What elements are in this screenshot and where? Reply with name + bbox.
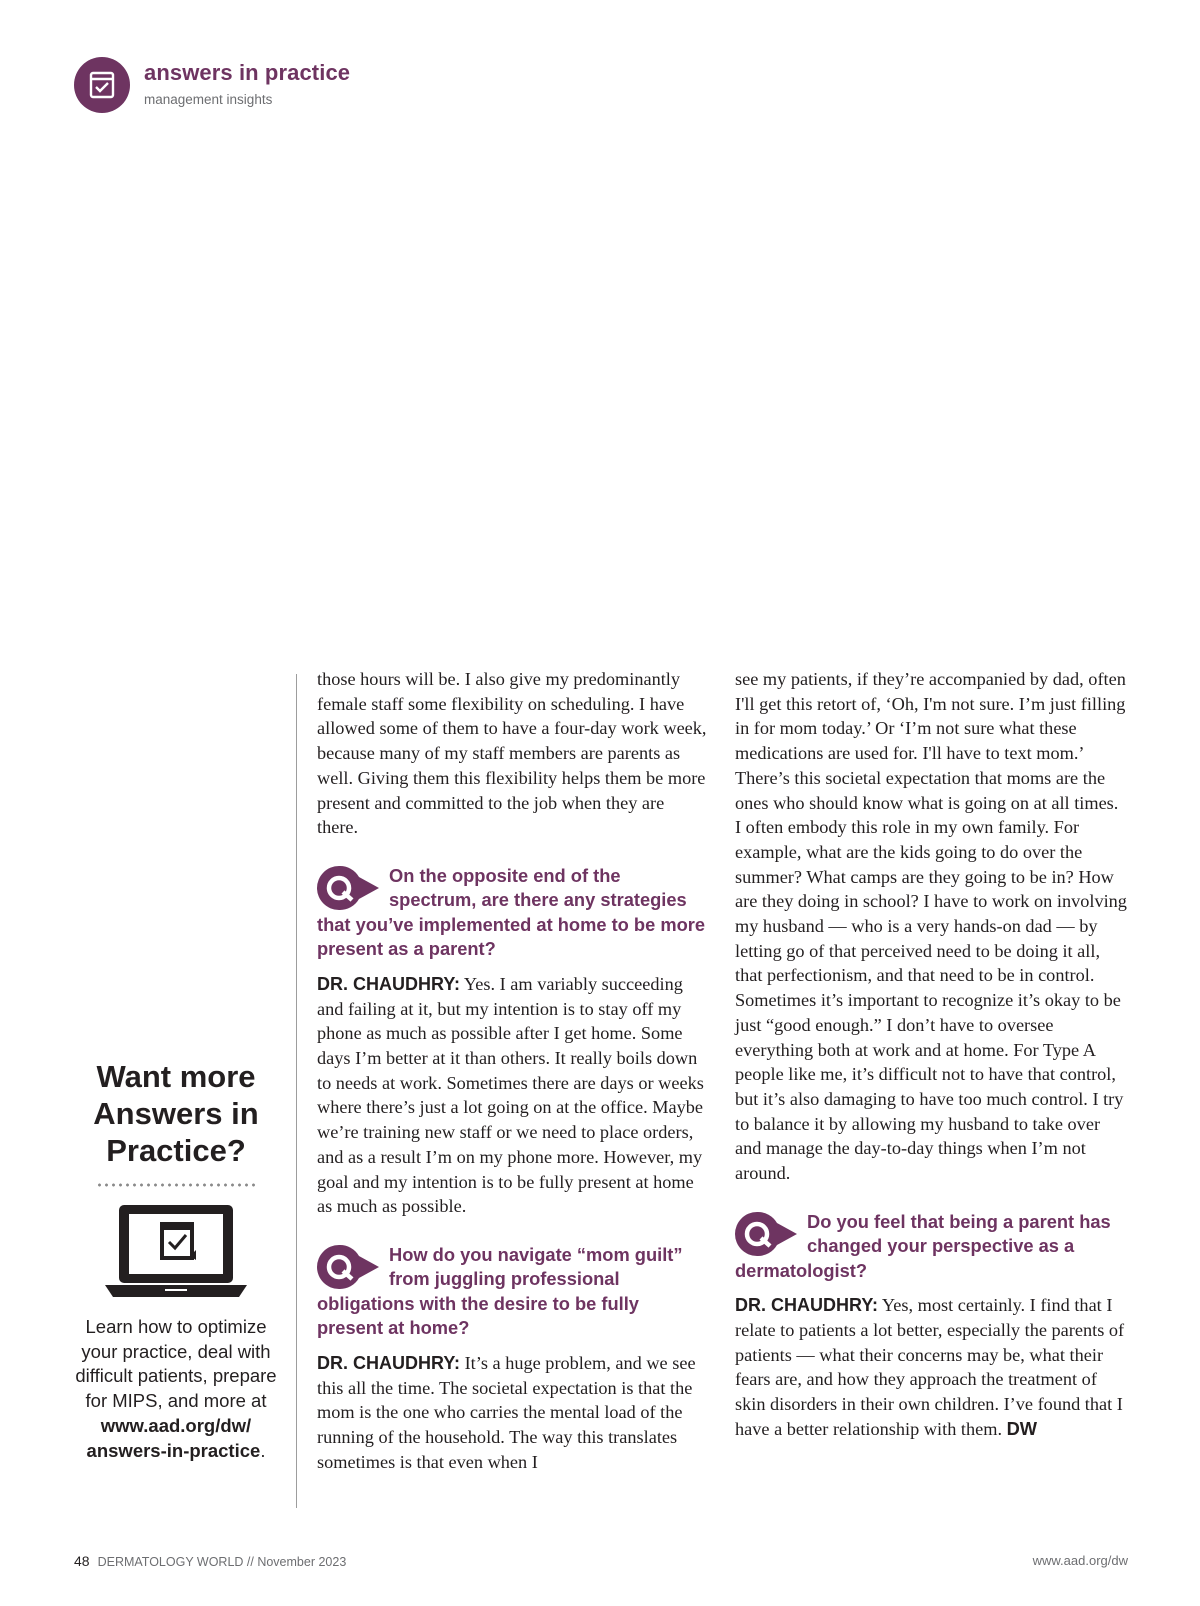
sidebar-text: Learn how to optimize your practice, deal with difficult patients, prepare for MIPS, and more at <box>75 1316 277 1412</box>
answer-text: Yes. I am variably succeeding and failing at it, but my intention is to stay off my phone as much as possible after I get home. Some days I’m better at it than others. It really boils down to needs at work. Sometimes there are days or weeks where there’s just a lot going on at the office. Maybe we’re training new staff or we need to place orders, and as a result I’m on my phone more. However, my goal and my intention is to be fully present at home as much as possible. <box>317 973 704 1217</box>
q-badge-icon <box>315 864 385 912</box>
answer-text: Yes, most certainly. I find that I relate to patients a lot better, especially the parents of patients — what their concerns may be, what their fears are, and how they approach the treatment of skin disorders in their own children. I’ve found that I have a better relationship with them. <box>735 1295 1125 1439</box>
sidebar-period: . <box>260 1439 266 1461</box>
publication-info: DERMATOLOGY WORLD // November 2023 <box>97 1555 347 1569</box>
sidebar-heading: Want more Answers in Practice? <box>93 1059 259 1168</box>
answer-3 <box>735 1293 1127 1441</box>
footer-url[interactable]: www.aad.org/dw <box>1032 1553 1128 1568</box>
paragraph-continued: see my patients, if they’re accompanied by dad, often I'll get this retort of, ‘Oh, I'm not sure. I’m just filling in for mom today.’ Or ‘I’m not sure what these medications are used for. I'll have to text mom.’ There’s this societal expectation that moms are the ones who should know what is going on at all times. I often embody this role in my own family. For example, what are the kids going to do over the summer? What camps are they going to be in? How are they doing in school? I have to work on involving my husband — who is a very hands-on dad — by letting go of that perceived need to be doing it all, that perfectionism, and that need to be in control. Sometimes it’s important to recognize it’s okay to be just “good enough.” I don’t have to oversee everything both at work and at home. For Type A people like me, it’s difficult not to have that control, but it’s also damaging to have too much control. I try to balance it by allowing my husband to take over and manage the day-to-day things when I’m not around. <box>735 669 1127 1184</box>
answer-text: It’s a huge problem, and we see this all the time. The societal expectation is that the mom is the one who carries the mental load of the running of the household. The way this translates sometimes is that even when I <box>317 1352 696 1472</box>
paragraph-intro: those hours will be. I also give my predominantly female staff some flexibility on scheduling. I have allowed some of them to have a four-day work week, because many of my staff members are parents as well. Giving them this flexibility helps them be more present and committed to the job when they are there. <box>317 669 707 838</box>
footer-left <box>74 1553 346 1569</box>
end-mark: DW <box>1006 1417 1038 1439</box>
question-3 <box>735 1210 1127 1284</box>
article-column-1 <box>317 667 709 1474</box>
answers-in-practice-link[interactable]: www.aad.org/dw/ answers-in-practice <box>86 1414 261 1461</box>
laptop-checklist-icon <box>103 1201 249 1301</box>
q-badge-icon <box>733 1210 803 1258</box>
section-subtitle: management insights <box>144 92 273 107</box>
section-badge <box>74 57 130 113</box>
page-number: 48 <box>74 1553 90 1569</box>
speaker-label: DR. CHAUDHRY: <box>317 1352 460 1373</box>
dotted-divider <box>96 1183 256 1187</box>
question-1 <box>317 864 709 962</box>
column-divider <box>296 674 297 1508</box>
answer-2 <box>317 1351 709 1475</box>
section-title: answers in practice <box>144 60 351 85</box>
answer-1 <box>317 972 709 1219</box>
question-text: Do you feel that being a parent has changed your perspective as a dermatologist? <box>735 1210 1111 1281</box>
sidebar-promo <box>74 1058 278 1463</box>
speaker-label: DR. CHAUDHRY: <box>317 973 460 994</box>
sidebar-body <box>74 1315 278 1463</box>
speaker-label: DR. CHAUDHRY: <box>735 1295 878 1316</box>
calendar-check-icon <box>89 71 115 99</box>
question-text: On the opposite end of the spectrum, are there any strategies that you’ve implemented at home to be more present as a parent? <box>317 864 706 960</box>
q-badge-icon <box>315 1243 385 1291</box>
article-column-2 <box>735 667 1127 1441</box>
question-2 <box>317 1243 709 1341</box>
question-text: How do you navigate “mom guilt” from juggling professional obligations with the desire to be fully present at home? <box>317 1243 683 1339</box>
